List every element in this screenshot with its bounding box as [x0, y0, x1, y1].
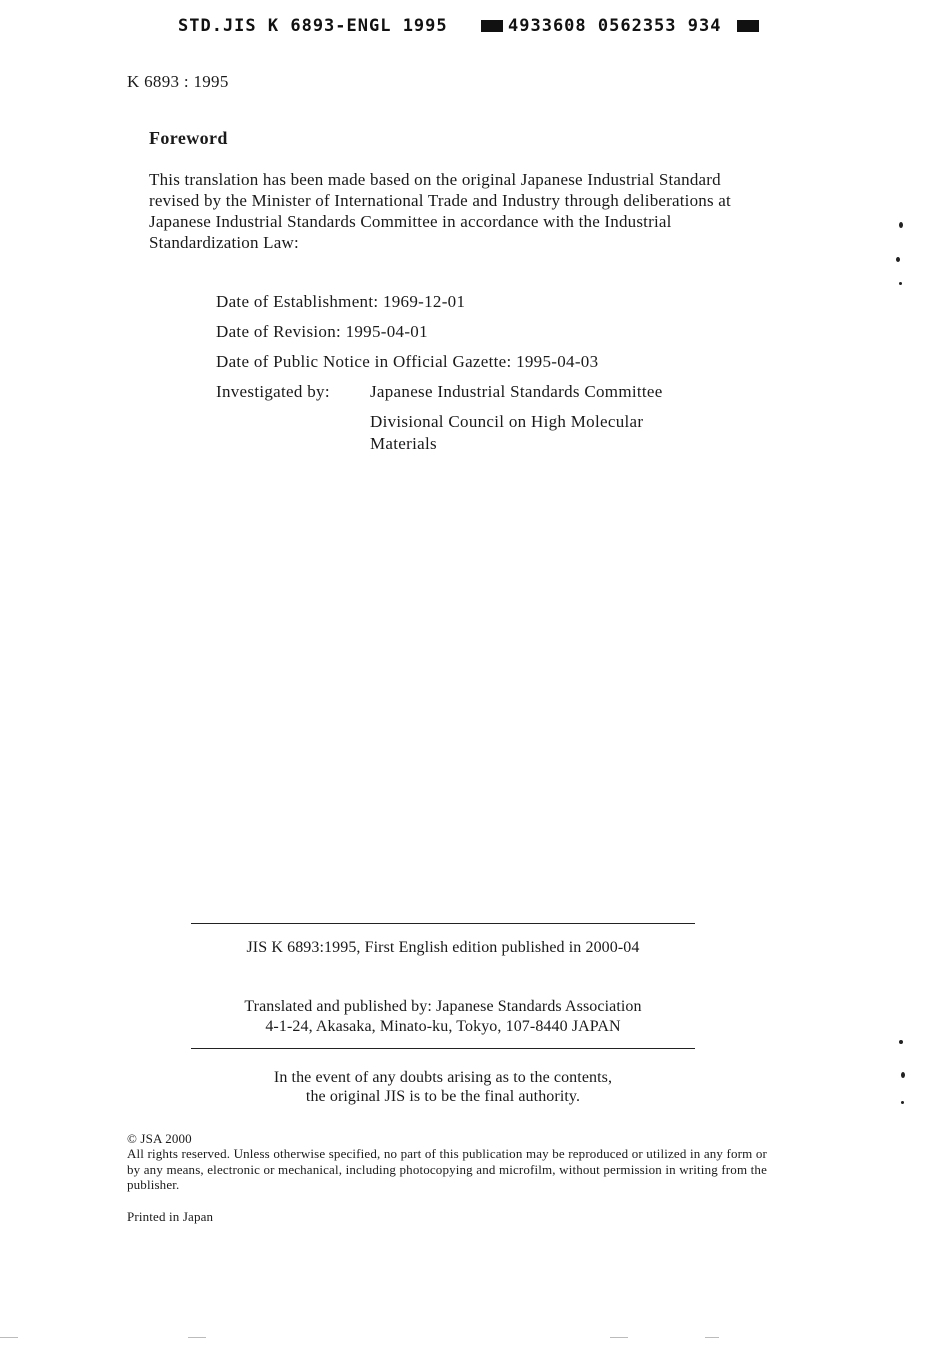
publisher-line: Translated and published by: Japanese Standards Association	[244, 998, 642, 1015]
scan-header-right	[508, 16, 763, 36]
redaction-block-icon	[481, 20, 503, 32]
divider-top	[191, 923, 695, 924]
scan-speck-icon	[899, 282, 902, 285]
investigated-council: Divisional Council on High Molecular	[370, 412, 644, 431]
scan-code-text: 4933608 0562353 934	[508, 16, 722, 36]
edition-note: JIS K 6893:1995, First English edition published in 2000-04	[246, 939, 640, 956]
scan-speck-icon	[901, 1101, 904, 1104]
date-public-notice: Date of Public Notice in Official Gazette: 1995-04-03	[216, 352, 599, 371]
scan-artifact-line	[188, 1337, 206, 1338]
scan-artifact-line	[0, 1337, 18, 1338]
scan-speck-icon	[899, 222, 903, 228]
scan-artifact-line	[705, 1337, 719, 1338]
foreword-intro: This translation has been made based on the original Japanese Industrial Standard revised by the Minister of International Trade and Industry through deliberations at Japanese Industrial Standards Committee in accordance with the Industrial Standardization Law:	[149, 170, 731, 252]
scan-header-left	[178, 16, 507, 36]
document-id: K 6893 : 1995	[127, 72, 229, 91]
investigated-label: Investigated by:	[216, 382, 330, 401]
rights-statement: All rights reserved. Unless otherwise specified, no part of this publication may be reproduced or utilized in any form or by any means, electronic or mechanical, including photocopying and microfilm, without permission in writing from the publisher.	[127, 1146, 767, 1192]
investigated-committee: Japanese Industrial Standards Committee	[370, 382, 663, 401]
publisher-address: 4-1-24, Akasaka, Minato-ku, Tokyo, 107-8440 JAPAN	[265, 1018, 621, 1035]
investigated-materials: Materials	[370, 434, 437, 453]
scan-speck-icon	[901, 1072, 905, 1078]
authority-line-1: In the event of any doubts arising as to the contents,	[273, 1069, 613, 1086]
scan-artifact-line	[610, 1337, 628, 1338]
date-revision: Date of Revision: 1995-04-01	[216, 322, 428, 341]
date-establishment: Date of Establishment: 1969-12-01	[216, 292, 466, 311]
copyright-symbol-line: © JSA 2000	[127, 1131, 192, 1146]
scan-speck-icon	[896, 257, 900, 262]
printed-in: Printed in Japan	[127, 1209, 214, 1224]
authority-line-2: the original JIS is to be the final authority.	[305, 1088, 581, 1105]
scan-speck-icon	[899, 1040, 903, 1044]
divider-bottom	[191, 1048, 695, 1049]
scan-header-text: STD.JIS K 6893-ENGL 1995	[178, 16, 448, 36]
redaction-block-icon	[737, 20, 759, 32]
foreword-title: Foreword	[149, 128, 228, 148]
